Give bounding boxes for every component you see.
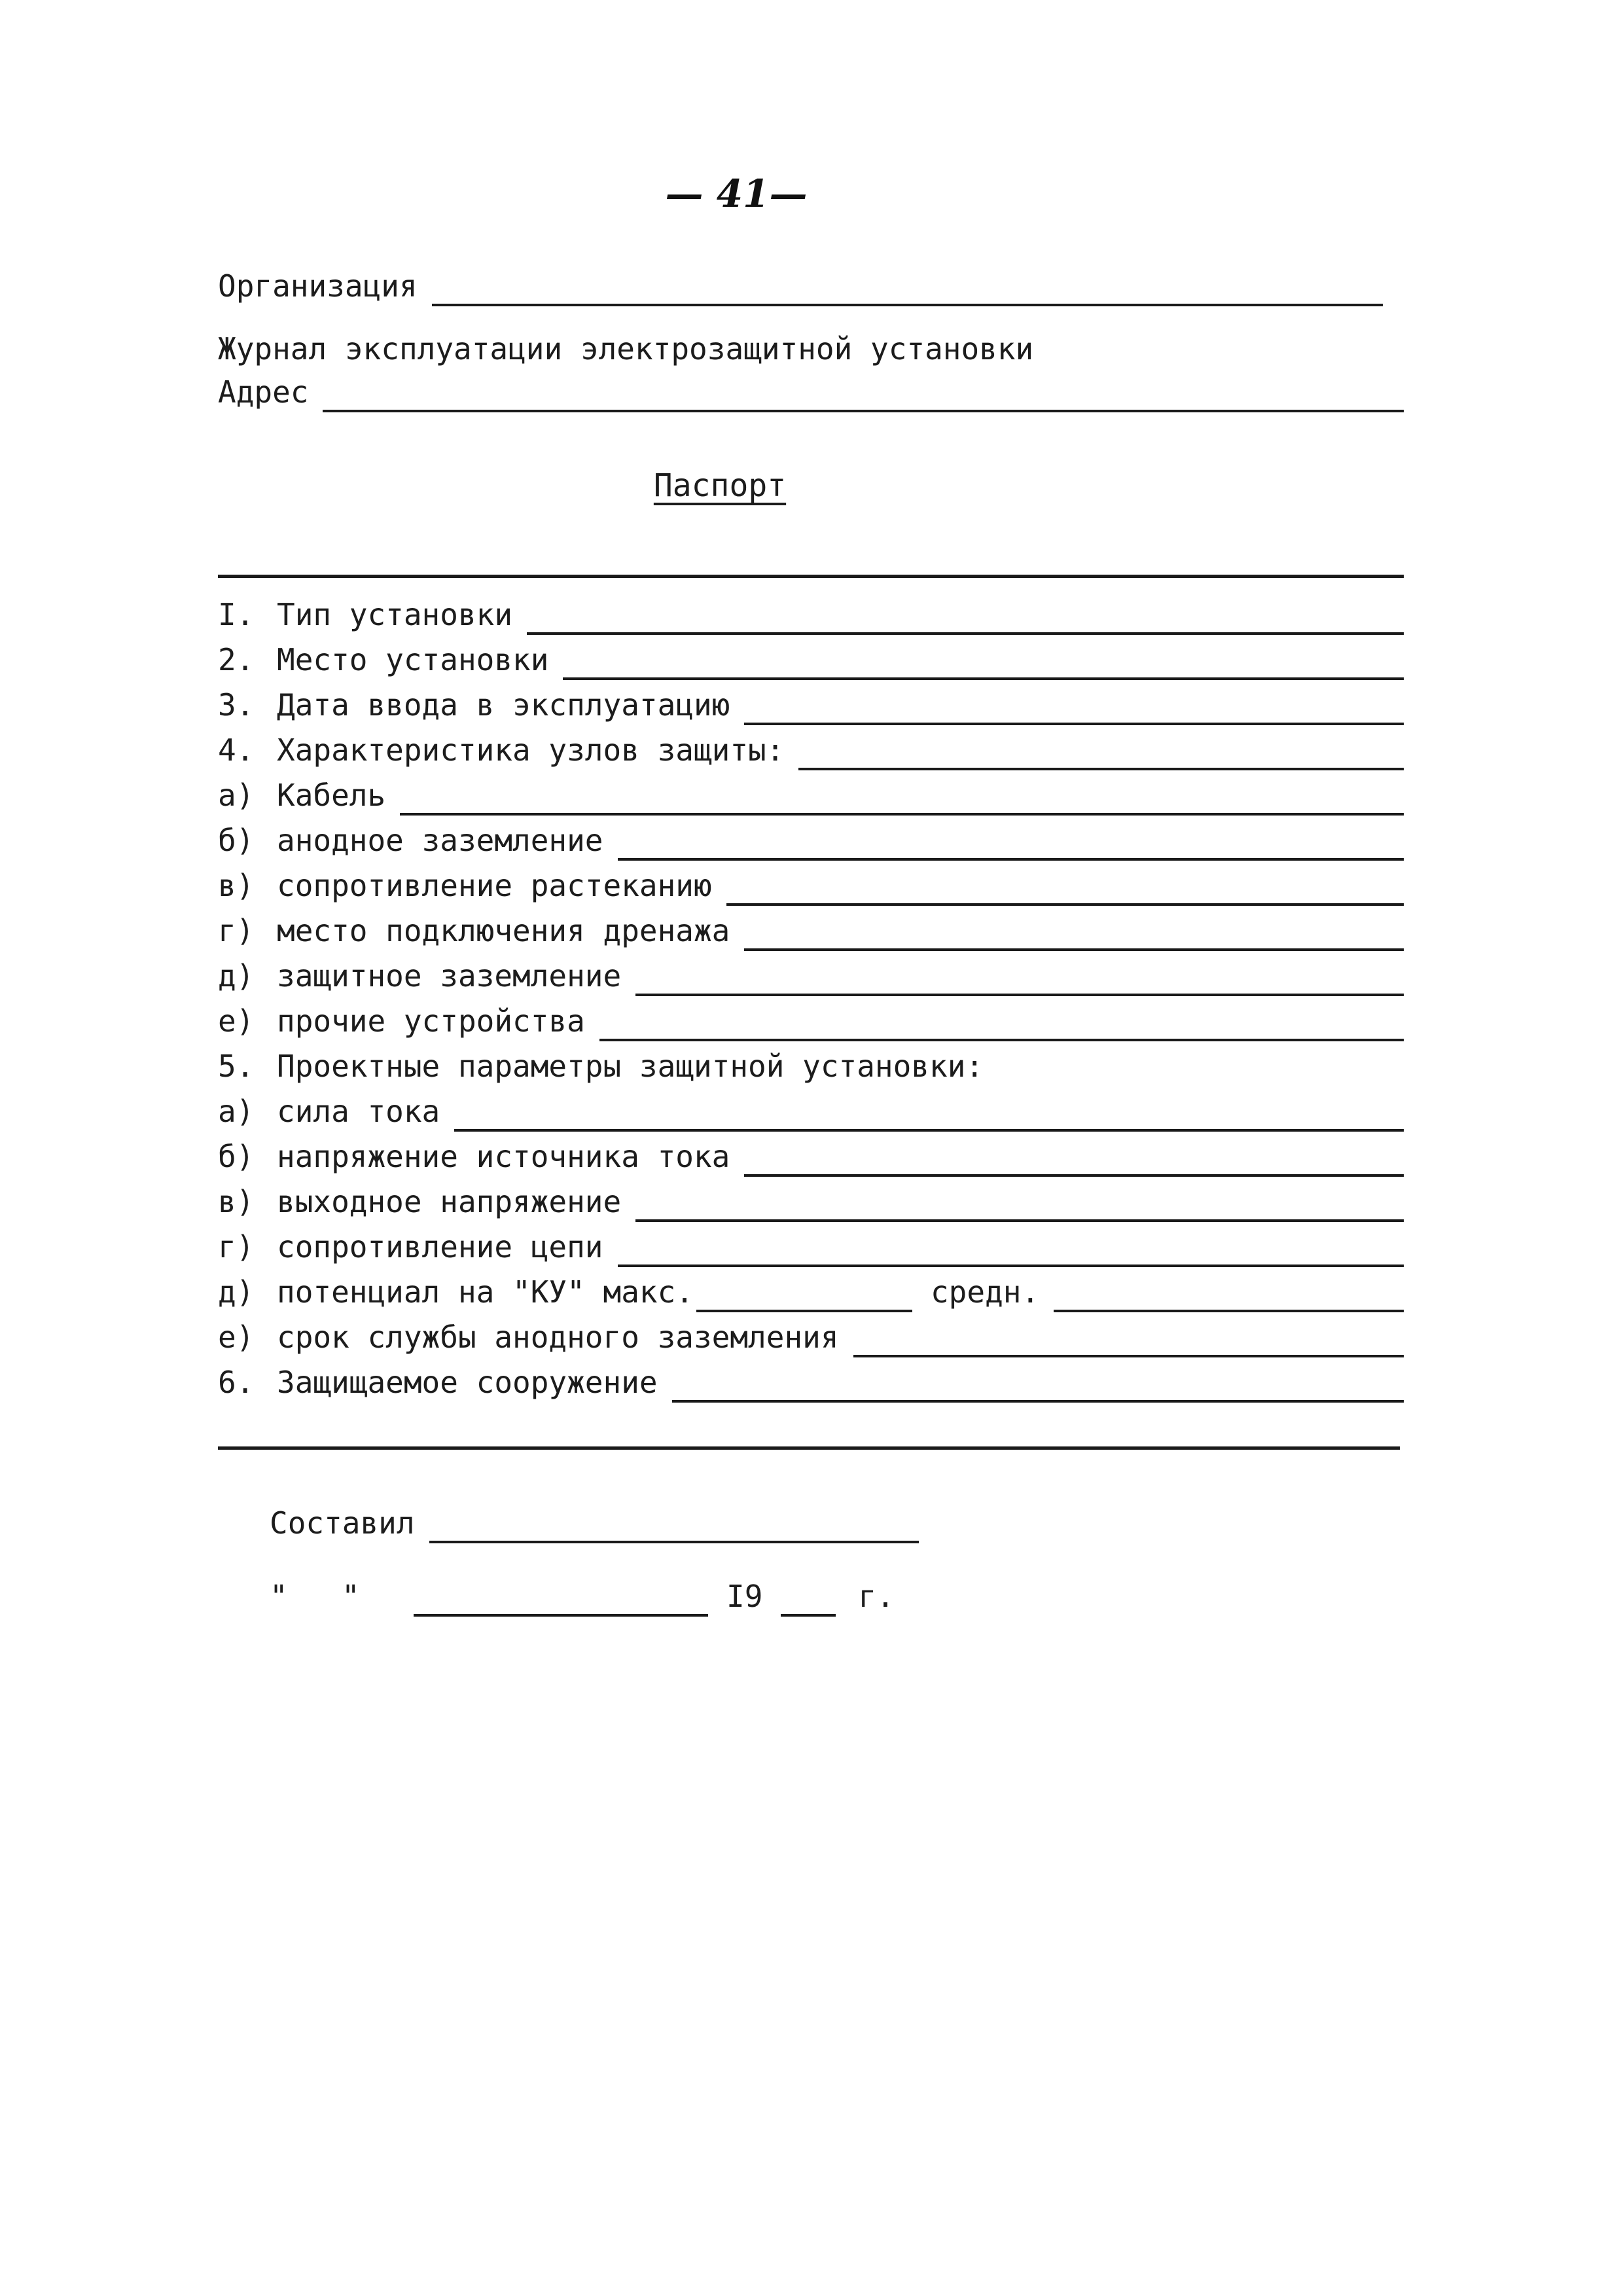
item-potential — [218, 1273, 1404, 1312]
item-protective-grounding — [218, 957, 1404, 996]
quote-open: " — [270, 1579, 288, 1614]
item-blank — [726, 903, 1404, 906]
item-label: сила тока — [277, 1094, 440, 1129]
item-blank — [853, 1355, 1404, 1357]
item-output-voltage — [218, 1183, 1404, 1222]
item-number: д) — [218, 958, 255, 994]
composed-label: Составил — [270, 1505, 415, 1541]
item-label: сопротивление цепи — [277, 1229, 603, 1265]
item-blank — [672, 1400, 1404, 1403]
item-blank — [798, 768, 1404, 770]
item-blank-avg — [1054, 1310, 1404, 1312]
item-circuit-resistance — [218, 1228, 1404, 1267]
item-spreading-resistance — [218, 867, 1404, 906]
item-label: Дата ввода в эксплуатацию — [277, 687, 730, 723]
year-blank — [781, 1609, 836, 1617]
item-number: д) — [218, 1274, 255, 1310]
organization-blank — [432, 304, 1383, 306]
item-number: 2. — [218, 642, 255, 677]
item-label: анодное заземление — [277, 823, 603, 858]
item-number: г) — [218, 913, 255, 948]
year-prefix: I9 — [726, 1579, 763, 1614]
item-number: 3. — [218, 687, 255, 723]
item-label: Место установки — [277, 642, 549, 677]
item-label-avg: средн. — [930, 1274, 1040, 1310]
item-label: Кабель — [277, 778, 386, 813]
address-label: Адрес — [218, 374, 309, 410]
item-blank — [744, 948, 1404, 951]
item-blank — [527, 632, 1404, 635]
item-number: 5. — [218, 1049, 255, 1084]
item-label: срок службы анодного заземления — [277, 1319, 839, 1355]
item-source-voltage — [218, 1138, 1404, 1177]
item-label: Тип установки — [277, 597, 513, 632]
item-blank — [635, 994, 1404, 996]
item-blank — [618, 858, 1404, 861]
organization-field — [218, 267, 1383, 306]
date-month-blank — [414, 1609, 708, 1617]
quote-close: " — [342, 1579, 360, 1614]
item-other-devices — [218, 1002, 1404, 1041]
bottom-rule — [218, 1446, 1400, 1450]
item-number: в) — [218, 1184, 255, 1219]
item-design-parameters — [218, 1047, 1404, 1086]
item-number: в) — [218, 868, 255, 903]
item-number: а) — [218, 1094, 255, 1129]
item-number: б) — [218, 823, 255, 858]
item-blank — [744, 1174, 1404, 1177]
item-number: б) — [218, 1139, 255, 1174]
composed-by-field — [270, 1504, 919, 1543]
organization-label: Организация — [218, 268, 418, 304]
item-blank — [454, 1129, 1404, 1132]
item-cable — [218, 776, 1404, 816]
item-current — [218, 1092, 1404, 1132]
item-label: защитное заземление — [277, 958, 622, 994]
item-label: место подключения дренажа — [277, 913, 730, 948]
item-blank-max — [696, 1310, 912, 1312]
item-number: е) — [218, 1319, 255, 1355]
item-blank — [744, 723, 1404, 725]
item-number: 6. — [218, 1365, 255, 1400]
item-blank — [599, 1039, 1404, 1041]
year-suffix: г. — [858, 1579, 895, 1614]
item-number: г) — [218, 1229, 255, 1265]
item-protection-characteristics — [218, 731, 1404, 770]
item-blank — [563, 677, 1404, 680]
top-rule — [218, 575, 1404, 578]
item-label: потенциал на "КУ" макс. — [277, 1274, 694, 1310]
item-label: Защищаемое сооружение — [277, 1365, 658, 1400]
page-number: — 41— — [665, 171, 808, 216]
item-commissioning-date — [218, 686, 1404, 725]
address-blank — [323, 410, 1404, 412]
item-blank — [618, 1265, 1404, 1267]
item-label: выходное напряжение — [277, 1184, 622, 1219]
journal-title: Журнал эксплуатации электрозащитной установки — [218, 331, 1034, 367]
item-label: сопротивление растеканию — [277, 868, 712, 903]
item-number: I. — [218, 597, 255, 632]
item-number: е) — [218, 1003, 255, 1039]
item-label: напряжение источника тока — [277, 1139, 730, 1174]
item-blank — [400, 813, 1404, 816]
address-field — [218, 373, 1404, 412]
passport-title: Паспорт — [653, 467, 787, 504]
composed-blank — [429, 1541, 919, 1543]
item-number: а) — [218, 778, 255, 813]
item-number: 4. — [218, 732, 255, 768]
item-label: прочие устройства — [277, 1003, 585, 1039]
item-service-life — [218, 1318, 1404, 1357]
item-blank — [635, 1219, 1404, 1222]
item-anode-grounding — [218, 821, 1404, 861]
item-label: Проектные параметры защитной установки: — [277, 1049, 984, 1084]
date-field — [270, 1577, 895, 1617]
item-label: Характеристика узлов защиты: — [277, 732, 785, 768]
item-installation-type — [218, 596, 1404, 635]
item-drainage-connection — [218, 912, 1404, 951]
item-protected-structure — [218, 1363, 1404, 1403]
item-installation-place — [218, 641, 1404, 680]
